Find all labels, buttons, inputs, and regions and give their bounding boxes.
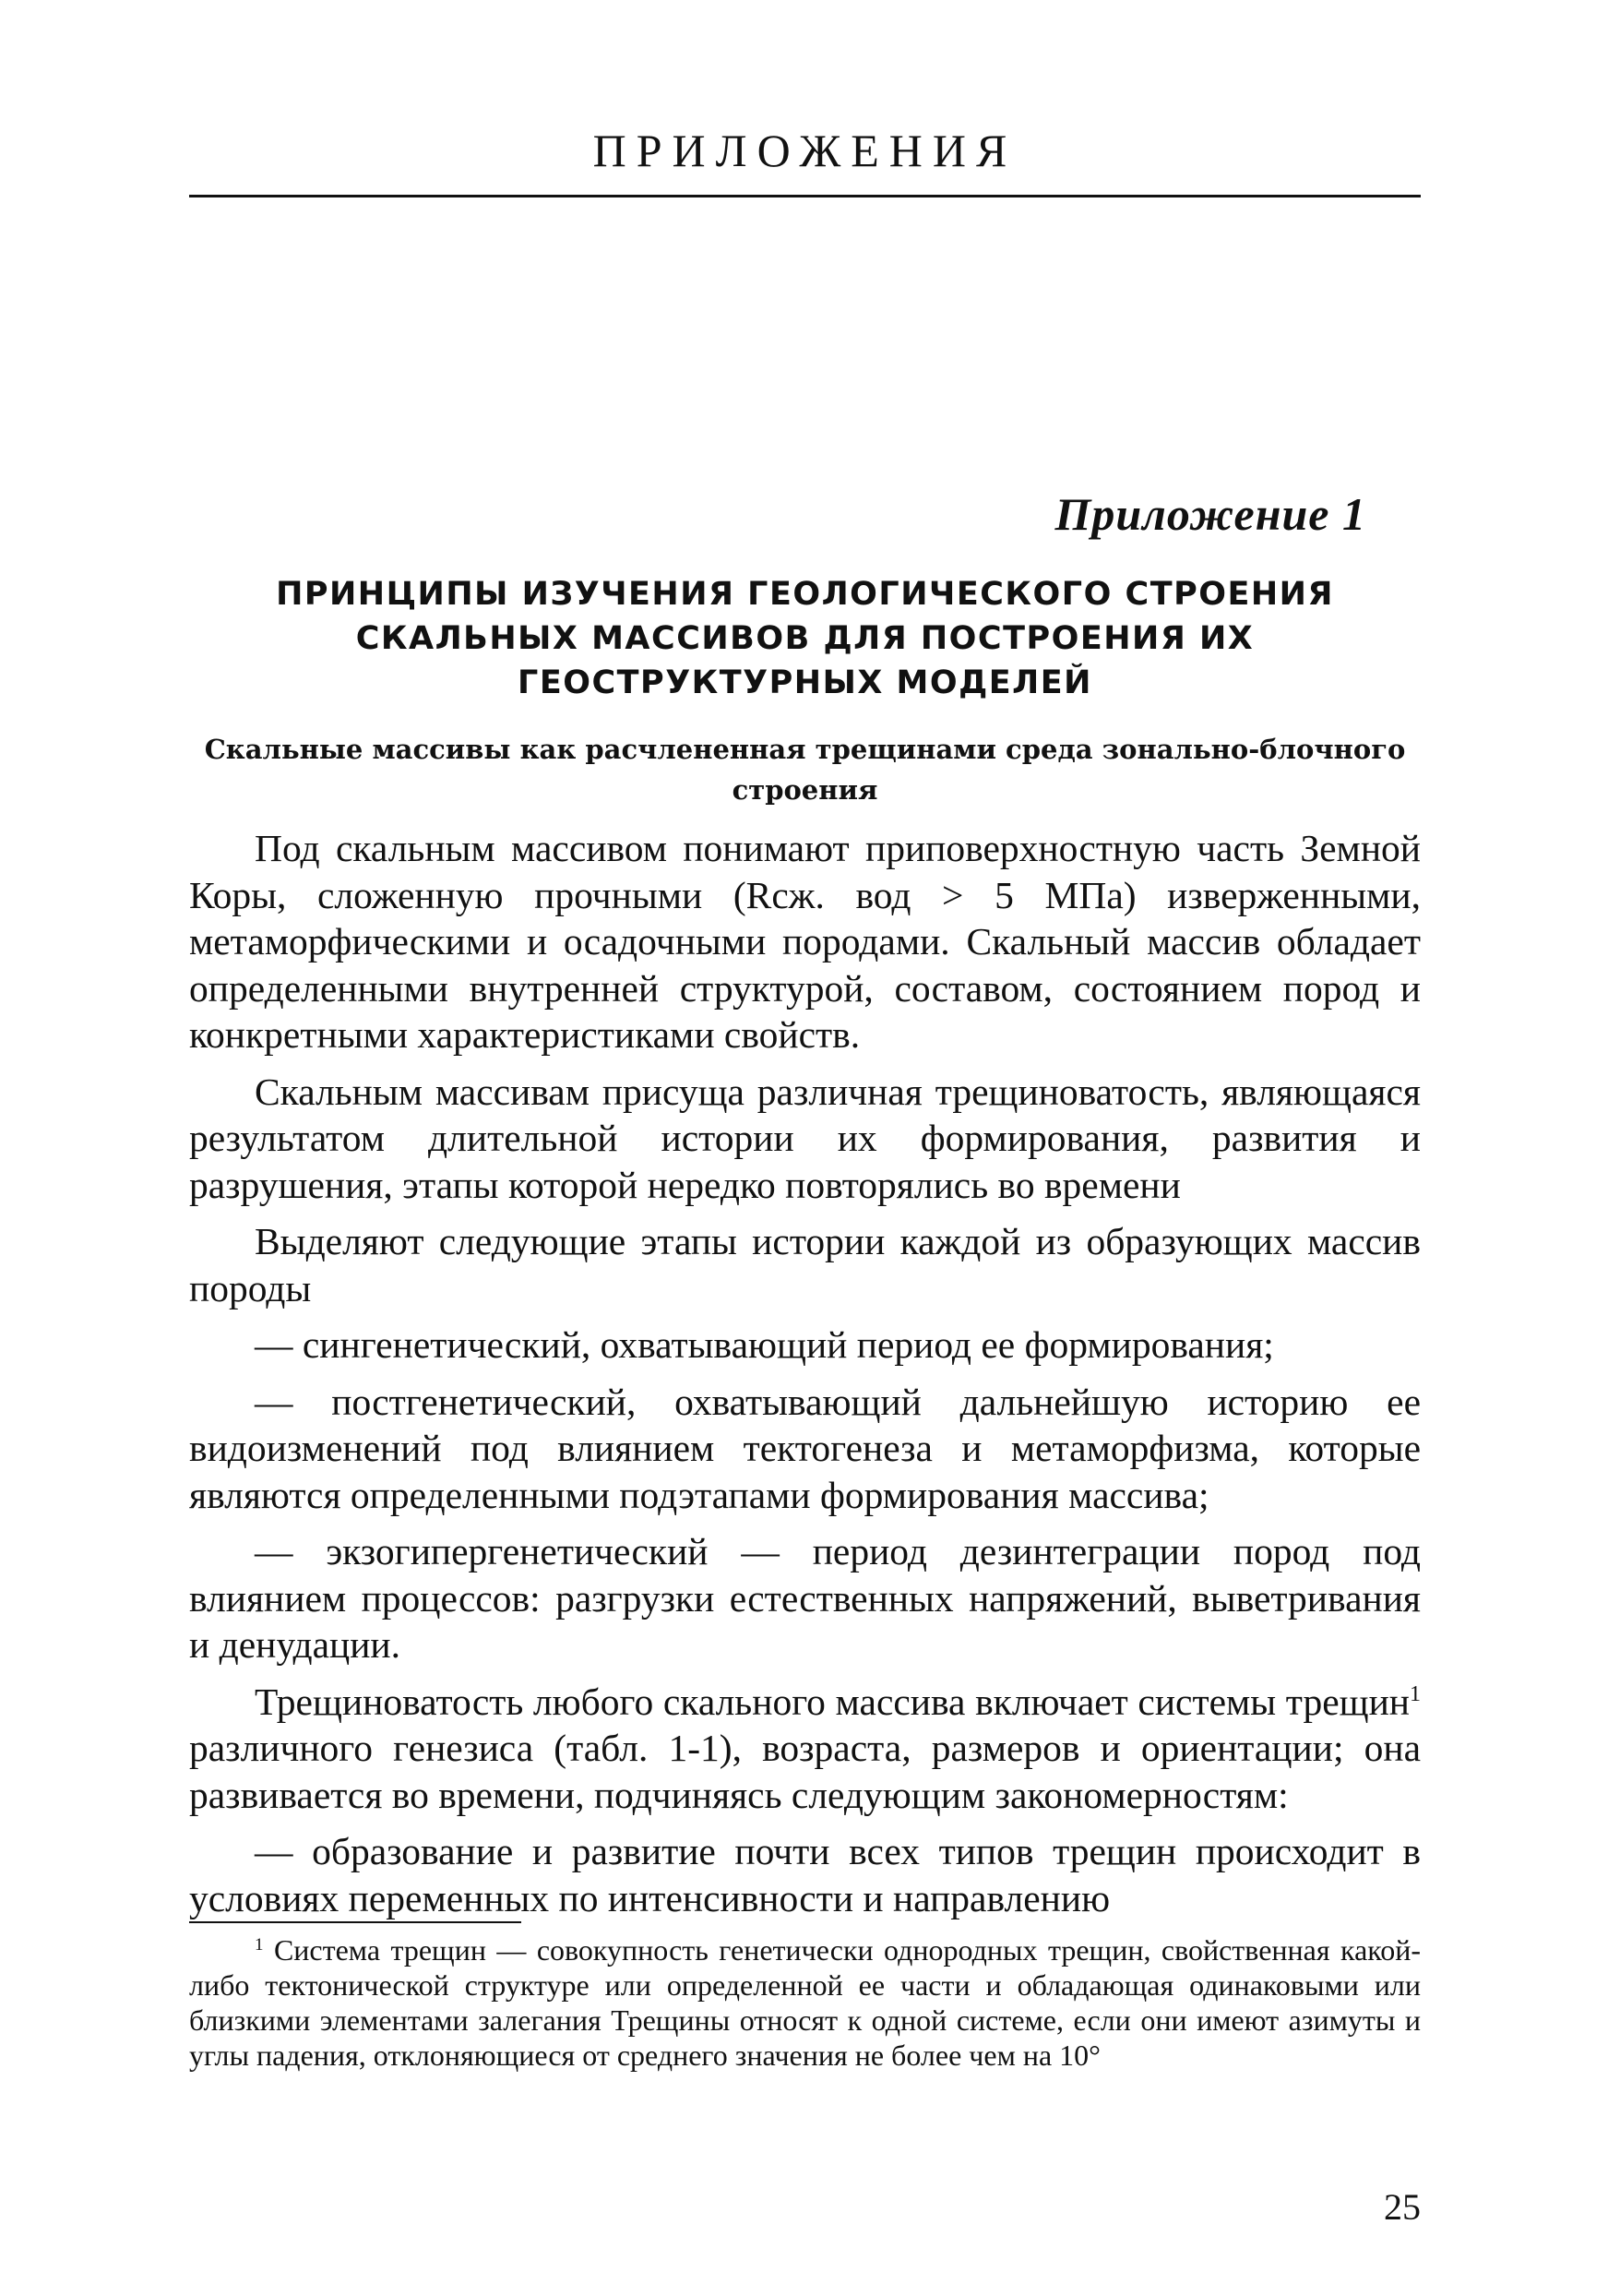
header-rule	[189, 195, 1421, 197]
paragraph: Выделяют следующие этапы истории каждой из образующих массив породы	[189, 1220, 1421, 1309]
paragraph: Под скальным массивом понимают приповерхностную часть Земной Коры, сложенную прочными (Rсж. вод > 5 МПа) изверженными, метаморфическими и осадочными породами. Скальный массив обладает определенными внутренней структурой, составом, состоянием пород и конкретными характеристиками свойств.	[189, 827, 1421, 1056]
footnote-rule	[189, 1921, 521, 1923]
running-head: ПРИЛОЖЕНИЯ	[592, 125, 1018, 176]
appendix-label: Приложение 1	[1054, 488, 1366, 540]
footnote-reference[interactable]: 1	[1410, 1681, 1421, 1706]
paragraph	[189, 1679, 1421, 1819]
list-item: — сингенетический, охватывающий период ее формирования;	[255, 1323, 1274, 1366]
page-number: 25	[1384, 2186, 1421, 2228]
body-text	[189, 825, 1421, 1921]
section-subtitle: Скальные массивы как расчлененная трещинами среда зонально-блочного строения	[204, 734, 1406, 806]
paragraph: Скальным массивам присуща различная трещиноватость, являющаяся результатом длительной истории их формирования, развития и разрушения, этапы которой нередко повторялись во времени	[189, 1070, 1421, 1206]
paragraph-text: Трещиноватость любого скального массива включает системы трещин	[255, 1680, 1410, 1723]
footnote	[189, 1932, 1421, 2073]
paragraph-text: различного генезиса (табл. 1-1), возраста, размеров и ориентации; она развивается во времени, подчиняясь следующим закономерностям:	[189, 1727, 1421, 1816]
list-item: — экзогипергенетический — период дезинтеграции пород под влиянием процессов: разгрузки естественных напряжений, выветривания и денудации.	[189, 1530, 1421, 1666]
list-item: — постгенетический, охватывающий дальнейшую историю ее видоизменений под влиянием тектогенеза и метаморфизма, которые являются определенными подэтапами формирования массива;	[189, 1380, 1421, 1516]
list-item: — образование и развитие почти всех типов трещин происходит в условиях переменных по интенсивности и направлению	[189, 1830, 1421, 1919]
main-title: ПРИНЦИПЫ ИЗУЧЕНИЯ ГЕОЛОГИЧЕСКОГО СТРОЕНИЯ СКАЛЬНЫХ МАССИВОВ ДЛЯ ПОСТРОЕНИЯ ИХ ГЕОСТРУКТУРНЫХ МОДЕЛЕЙ	[276, 576, 1334, 701]
footnote-text: Система трещин — совокупность генетически однородных трещин, свойственная какой-либо тектонической структуре или определенной ее части и обладающая одинаковыми или близкими элементами залегания Трещины относят к одной системе, если они имеют азимуты и углы падения, отклоняющиеся от среднего значения не более чем на 10°	[189, 1933, 1421, 2072]
footnote-marker: 1	[255, 1935, 264, 1955]
